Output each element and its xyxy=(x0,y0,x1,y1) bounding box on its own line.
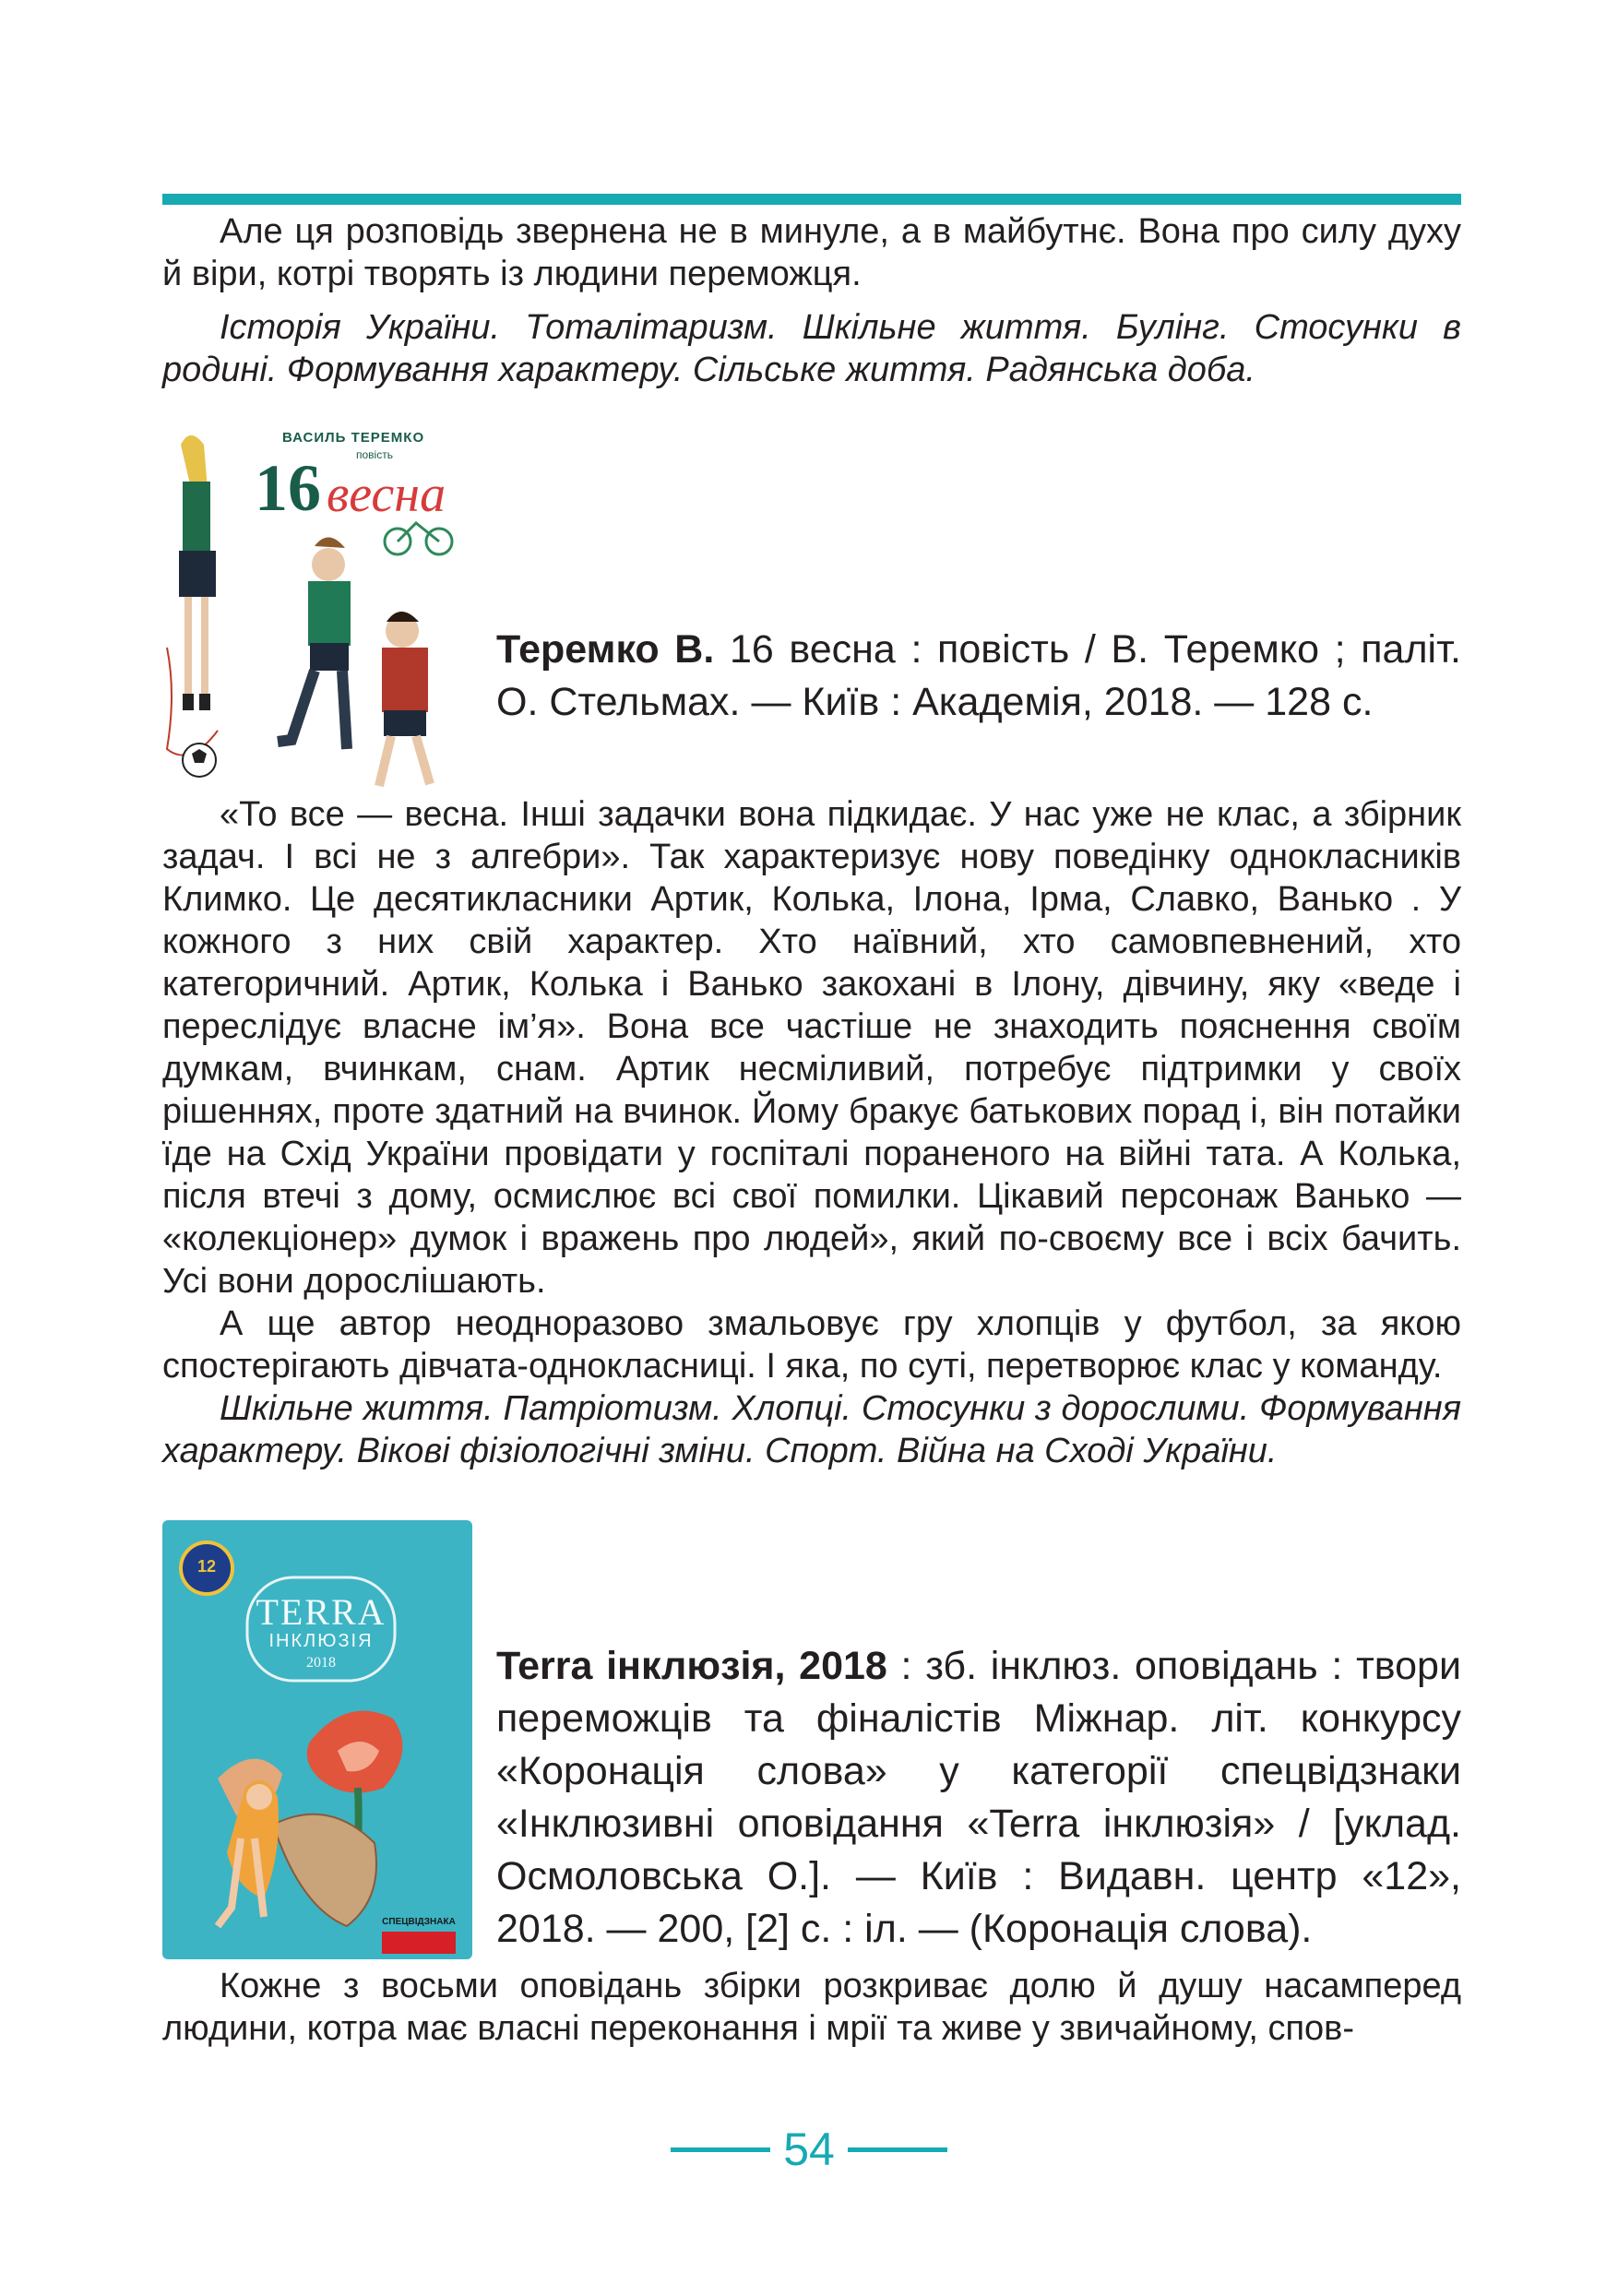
cover-badge-number: 12 xyxy=(196,1557,217,1576)
book-cover-16-vesna xyxy=(162,417,476,793)
cover-author: ВАСИЛЬ ТЕРЕМКО xyxy=(282,430,425,446)
entry-details: 16 весна : повість / В. Теремко ; паліт. О. Стельмах. — Київ : Академія, 2018. — 128 с. xyxy=(496,627,1461,724)
annotation-paragraph-1: «То все — весна. Інші задачки вона підкидає. У нас уже не клас, а збірник задач. І всі не з алгебри». Так характеризує нову поведінку однокласників Климко. Це десятикласники Артик, Колька, Ілона, Ірма, Славко, Ванько . У кожного з них свій характер. Хто наївний, хто самовпевнений, хто категоричний. Артик, Колька і Ванько закохані в Ілону, дівчину, яку «веде і переслідує власне ім’я». Вона все частіше не знаходить пояснення своїм думкам, вчинкам, снам. Артик несміливий, потребує підтримки у своїх рішеннях, проте здатний на вчинок. Йому бракує батькових порад і, він потайки їде на Схід України провідати у госпіталі пораненого на війні тата. А Колька, після втечі з дому, осмислює всі свої помилки. Цікавий персонаж Ванько — «колекціонер» думок і вражень про людей», який по-своєму все і всіх бачить. Усі вони дорослішають. xyxy=(162,795,1461,1301)
paragraph-intro: Але ця розповідь звернена не в минуле, а в майбутнє. Вона про силу духу й віри, котрі творять із людини переможця. xyxy=(162,212,1461,293)
entry-details-2: : зб. інклюз. оповідань : твори переможців та фіналістів Міжнар. літ. конкурсу «Коронація слова» у категорії спецвідзнаки «Інклюзивні оповідання «Terra інклюзія» / [уклад. Осмоловська О.]. — Київ : Видавн. центр «12», 2018. — 200, [2] с. : іл. — (Коронація слова). xyxy=(496,1644,1461,1951)
cover-title-number: 16 xyxy=(255,451,321,525)
cover-illustration-2 xyxy=(162,1520,472,1959)
page-number-footer xyxy=(0,2122,1618,2177)
annotation-paragraph-2: А ще автор неодноразово змальовує гру хлопців у футбол, за якою спостерігають дівчата-однокласниці. І яка, по суті, перетворює клас у команду. xyxy=(162,1304,1461,1386)
subject-tags-1: Історія України. Тоталітаризм. Шкільне життя. Булінг. Стосунки в родині. Формування характеру. Сільське життя. Радянська доба. xyxy=(162,308,1461,389)
cover-title-word: весна xyxy=(327,466,446,523)
cover-genre: повість xyxy=(356,448,393,461)
cover-title-inkliuziia: ІНКЛЮЗІЯ xyxy=(268,1631,374,1651)
entry-title: Terra інклюзія, 2018 xyxy=(496,1644,887,1688)
bibliographic-entry-2 xyxy=(496,1640,1461,1956)
entry-author: Теремко В. xyxy=(496,627,715,672)
cover-year: 2018 xyxy=(306,1655,336,1671)
bibliographic-entry-1 xyxy=(496,624,1461,729)
page-number-line-left xyxy=(671,2147,770,2152)
subject-tags-2: Шкільне життя. Патріотизм. Хлопці. Стосунки з дорослими. Формування характеру. Вікові фізіологічні зміни. Спорт. Війна на Сході України. xyxy=(162,1389,1461,1470)
page-number-line-right xyxy=(848,2147,947,2152)
annotation-paragraph-3: Кожне з восьми оповідань збірки розкриває долю й душу насамперед людини, котра має власні переконання і мрії та живе у звичайному, спов- xyxy=(162,1967,1461,2048)
book-cover-terra-inkliuziia xyxy=(162,1520,472,1959)
cover-title-terra: TERRA xyxy=(256,1591,387,1633)
top-rule xyxy=(162,194,1461,205)
cover-award-label: СПЕЦВІДЗНАКА xyxy=(382,1917,456,1927)
page-number: 54 xyxy=(783,2124,835,2175)
